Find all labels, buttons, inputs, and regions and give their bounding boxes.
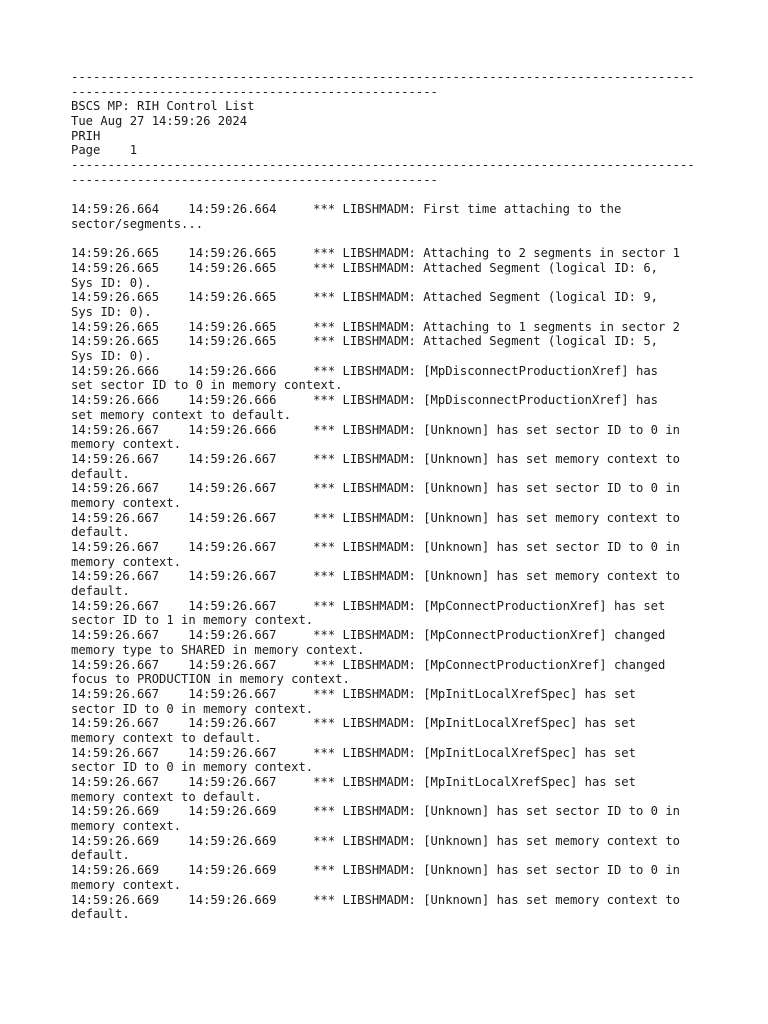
header-rule-top-continued: --------------------------------------------------: [71, 84, 438, 99]
header-rule-bottom-continued: --------------------------------------------------: [71, 172, 438, 187]
log-entry: [71, 364, 731, 393]
spacer: [71, 188, 731, 203]
log-line: 14:59:26.667 14:59:26.667 *** LIBSHMADM: [Unknown] has set memory context to: [71, 510, 681, 525]
log-line: 14:59:26.665 14:59:26.665 *** LIBSHMADM: Attached Segment (logical ID: 9,: [71, 290, 658, 305]
log-entry: [71, 511, 731, 540]
spacer: [71, 232, 731, 247]
log-entry: [71, 290, 731, 319]
log-entry: [71, 658, 731, 687]
program-name: PRIH: [71, 128, 101, 143]
log-line: 14:59:26.667 14:59:26.667 *** LIBSHMADM: [MpConnectProductionXref] changed: [71, 628, 666, 643]
log-line: 14:59:26.667 14:59:26.667 *** LIBSHMADM: [Unknown] has set memory context to: [71, 569, 681, 584]
log-entry: [71, 834, 731, 863]
log-entry: [71, 716, 731, 745]
log-entry: [71, 452, 731, 481]
header-rule-top: -------------------------------------------------------------------------------------: [71, 70, 695, 84]
log-entry: [71, 863, 731, 892]
log-line-continuation: memory context.: [71, 495, 182, 510]
log-line: 14:59:26.665 14:59:26.665 *** LIBSHMADM: Attached Segment (logical ID: 6,: [71, 260, 658, 275]
log-line-continuation: memory context to default.: [71, 730, 262, 745]
log-line-continuation: sector ID to 0 in memory context.: [71, 701, 314, 716]
log-line: 14:59:26.666 14:59:26.666 *** LIBSHMADM: [MpDisconnectProductionXref] has: [71, 363, 658, 378]
log-line: 14:59:26.667 14:59:26.667 *** LIBSHMADM: [MpInitLocalXrefSpec] has set: [71, 686, 636, 701]
log-entry: [71, 423, 731, 452]
log-line: 14:59:26.669 14:59:26.669 *** LIBSHMADM: [Unknown] has set sector ID to 0 in: [71, 804, 681, 819]
log-line: 14:59:26.665 14:59:26.665 *** LIBSHMADM: Attaching to 2 segments in sector 1: [71, 246, 681, 261]
report-date: Tue Aug 27 14:59:26 2024: [71, 114, 248, 129]
log-line: 14:59:26.667 14:59:26.667 *** LIBSHMADM: [Unknown] has set sector ID to 0 in: [71, 481, 681, 496]
log-line: 14:59:26.664 14:59:26.664 *** LIBSHMADM: First time attaching to the: [71, 202, 622, 217]
log-line-continuation: Sys ID: 0).: [71, 275, 152, 290]
log-line: 14:59:26.669 14:59:26.669 *** LIBSHMADM: [Unknown] has set sector ID to 0 in: [71, 863, 681, 878]
log-line-continuation: default.: [71, 584, 130, 599]
log-entry: [71, 540, 731, 569]
page-number: Page 1: [71, 143, 138, 158]
log-line: 14:59:26.667 14:59:26.667 *** LIBSHMADM: [MpInitLocalXrefSpec] has set: [71, 775, 636, 789]
log-entry: [71, 246, 731, 261]
log-line-continuation: default.: [71, 907, 130, 922]
log-line-continuation: sector ID to 0 in memory context.: [71, 760, 314, 775]
log-line: 14:59:26.667 14:59:26.667 *** LIBSHMADM: [Unknown] has set sector ID to 0 in: [71, 540, 681, 554]
log-line-continuation: memory context.: [71, 437, 182, 452]
log-entry: [71, 320, 731, 335]
log-line-continuation: memory type to SHARED in memory context.: [71, 642, 365, 657]
log-entry: [71, 599, 731, 628]
log-entry: [71, 569, 731, 598]
log-line-continuation: memory context.: [71, 877, 182, 892]
report-title: BSCS MP: RIH Control List: [71, 99, 255, 114]
log-line: 14:59:26.665 14:59:26.665 *** LIBSHMADM: Attaching to 1 segments in sector 2: [71, 319, 681, 334]
log-line: 14:59:26.666 14:59:26.666 *** LIBSHMADM: [MpDisconnectProductionXref] has: [71, 393, 658, 408]
log-entry: [71, 746, 731, 775]
log-line: 14:59:26.669 14:59:26.669 *** LIBSHMADM: [Unknown] has set memory context to: [71, 892, 681, 907]
header-rule-bottom: -------------------------------------------------------------------------------------: [71, 158, 695, 173]
log-line-continuation: Sys ID: 0).: [71, 305, 152, 319]
report-header: [71, 70, 731, 188]
log-entry: [71, 481, 731, 510]
log-entry: [71, 334, 731, 363]
log-line: 14:59:26.665 14:59:26.665 *** LIBSHMADM: Attached Segment (logical ID: 5,: [71, 334, 658, 349]
log-line-continuation: default.: [71, 848, 130, 863]
log-line-continuation: set memory context to default.: [71, 407, 292, 422]
log-line: 14:59:26.667 14:59:26.667 *** LIBSHMADM: [MpInitLocalXrefSpec] has set: [71, 716, 636, 731]
log-line: 14:59:26.667 14:59:26.666 *** LIBSHMADM: [Unknown] has set sector ID to 0 in: [71, 422, 681, 437]
log-line: 14:59:26.667 14:59:26.667 *** LIBSHMADM: [MpConnectProductionXref] has set: [71, 598, 666, 613]
log-entry: [71, 687, 731, 716]
log-line: 14:59:26.667 14:59:26.667 *** LIBSHMADM: [MpConnectProductionXref] changed: [71, 657, 666, 672]
log-entry: [71, 804, 731, 833]
log-line-continuation: memory context to default.: [71, 789, 262, 804]
log-line-continuation: sector/segments...: [71, 216, 204, 231]
log-entry: [71, 775, 731, 804]
log-line-continuation: focus to PRODUCTION in memory context.: [71, 672, 350, 687]
log-line: 14:59:26.667 14:59:26.667 *** LIBSHMADM: [Unknown] has set memory context to: [71, 451, 681, 466]
log-line-continuation: default.: [71, 466, 130, 481]
log-line: 14:59:26.667 14:59:26.667 *** LIBSHMADM: [MpInitLocalXrefSpec] has set: [71, 745, 636, 760]
log-line-continuation: Sys ID: 0).: [71, 349, 152, 364]
log-entry: [71, 261, 731, 290]
log-line-continuation: sector ID to 1 in memory context.: [71, 613, 314, 628]
log-entry: [71, 393, 731, 422]
log-line-continuation: set sector ID to 0 in memory context.: [71, 378, 343, 393]
log-entry: [71, 893, 731, 922]
log-line-continuation: default.: [71, 525, 130, 540]
log-line-continuation: memory context.: [71, 819, 182, 834]
log-entry: [71, 202, 731, 231]
log-line-continuation: memory context.: [71, 554, 182, 569]
log-entry: [71, 628, 731, 657]
log-entries: [71, 202, 731, 922]
report-page: [71, 70, 731, 922]
log-line: 14:59:26.669 14:59:26.669 *** LIBSHMADM: [Unknown] has set memory context to: [71, 833, 681, 848]
